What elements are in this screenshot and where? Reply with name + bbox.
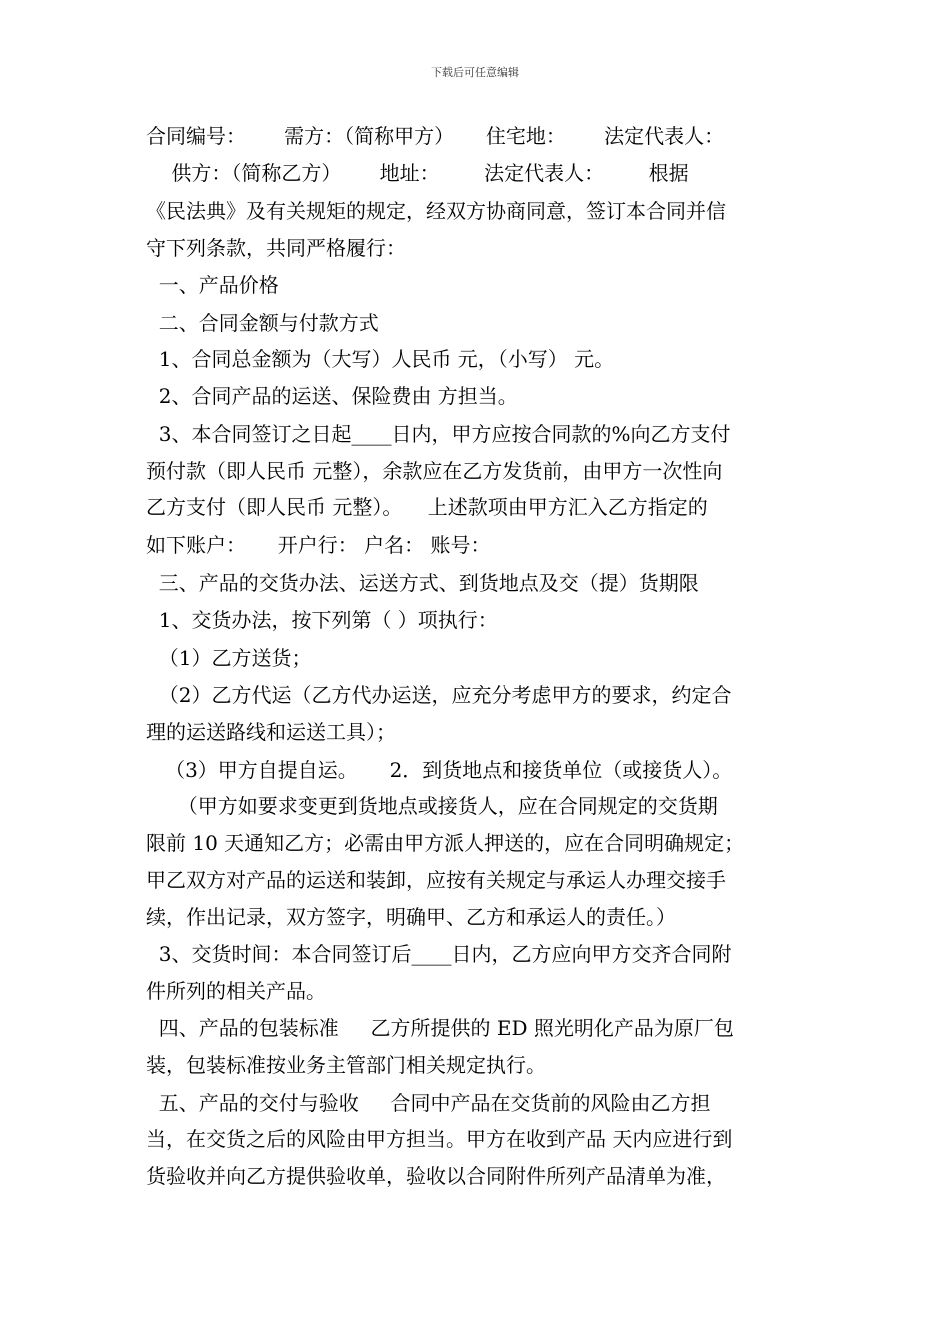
section-heading: 四、产品的包装标准 乙方所提供的 ED 照光明化产品为原厂包 — [146, 1016, 734, 1040]
text-line: （1）乙方送货； — [146, 646, 312, 670]
text-line: 当，在交货之后的风险由甲方担当。甲方在收到产品 天内应进行到 — [146, 1127, 733, 1151]
section-heading: 三、产品的交货办法、运送方式、到货地点及交（提）货期限 — [146, 571, 699, 595]
text-line: 2、合同产品的运送、保险费由 方担当。 — [146, 384, 518, 408]
text-line: 3、本合同签订之日起____日内，甲方应按合同款的%向乙方支付 — [146, 422, 731, 446]
text-line: （甲方如要求变更到货地点或接货人，应在合同规定的交货期 — [146, 794, 718, 818]
text-line: 如下账户： 开户行： 户名： 账号： — [146, 533, 491, 557]
text-line: 1、交货办法，按下列第（ ）项执行： — [146, 608, 498, 632]
section-heading: 五、产品的交付与验收 合同中产品在交货前的风险由乙方担 — [146, 1091, 711, 1115]
text-line: 1、合同总金额为（大写）人民币 元，（小写） 元。 — [146, 347, 615, 371]
text-line: 《民法典》及有关规矩的规定，经双方协商同意，签订本合同并信 — [146, 199, 726, 223]
text-line: 3、交货时间：本合同签订后____日内，乙方应向甲方交齐合同附 — [146, 942, 732, 966]
text-line: 甲乙双方对产品的运送和装卸，应按有关规定与承运人办理交接手 — [146, 868, 726, 892]
text-line: 守下列条款，共同严格履行： — [146, 236, 406, 260]
text-line: 续，作出记录，双方签字，明确甲、乙方和承运人的责任。） — [146, 905, 676, 929]
text-line: 限前 10 天通知乙方；必需由甲方派人押送的，应在合同明确规定； — [146, 831, 745, 855]
section-heading: 二、合同金额与付款方式 — [146, 311, 379, 335]
text-line: （3）甲方自提自运。 2．到货地点和接货单位（或接货人）。 — [146, 758, 733, 782]
section-heading: 一、产品价格 — [146, 273, 279, 297]
text-line: 货验收并向乙方提供验收单，验收以合同附件所列产品清单为准， — [146, 1164, 726, 1188]
text-line: 件所列的相关产品。 — [146, 979, 326, 1003]
text-line: 供方：（简称乙方） 地址： 法定代表人： 根据 — [146, 161, 689, 185]
text-line: 合同编号： 需方：（简称甲方） 住宅地： 法定代表人： — [146, 124, 725, 148]
text-line: 装，包装标准按业务主管部门相关规定执行。 — [146, 1053, 546, 1077]
text-line: （2）乙方代运（乙方代办运送，应充分考虑甲方的要求，约定合 — [146, 683, 732, 707]
text-line: 预付款（即人民币 元整），余款应在乙方发货前，由甲方一次性向 — [146, 459, 723, 483]
text-line: 理的运送路线和运送工具）； — [146, 720, 396, 744]
text-line: 乙方支付（即人民币 元整）。 上述款项由甲方汇入乙方指定的 — [146, 495, 708, 519]
page-header: 下载后可任意编辑 — [431, 66, 519, 79]
